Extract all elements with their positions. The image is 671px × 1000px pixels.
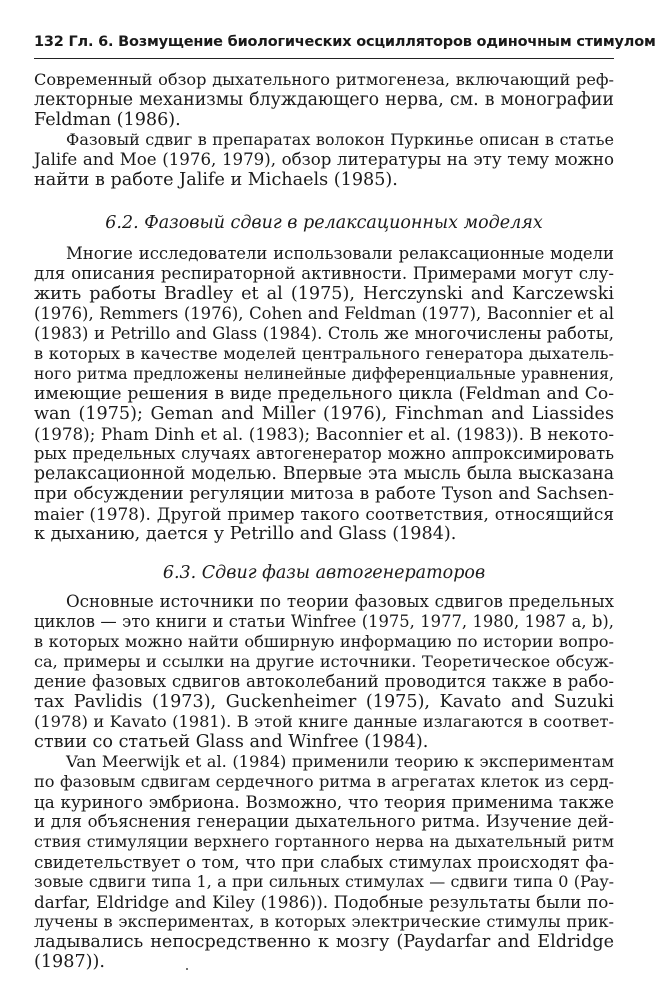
text-line: ладывались непосредственно к мозгу (Paydarfar and Eldridge — [34, 932, 614, 952]
section-6-3-text — [34, 592, 614, 972]
text-line: са, примеры и ссылки на другие источники. Теоретическое обсуж- — [34, 652, 614, 671]
section-heading-6-2: 6.2. Фазовый сдвиг в релаксационных моделях — [105, 213, 543, 233]
section-heading-6-3: 6.3. Сдвиг фазы автогенераторов — [162, 563, 486, 583]
text-line: maier (1978). Другой пример такого соответствия, относящийся — [34, 504, 614, 524]
header-rule — [34, 58, 614, 59]
text-line: найти в работе Jalife и Michaels (1985). — [34, 170, 398, 190]
text-line: рых предельных случаях автогенератор можно аппроксимировать — [34, 444, 614, 463]
text-line: ствии со статьей Glass and Winfree (1984). — [34, 732, 429, 752]
text-line: Многие исследователи использовали релаксационные модели — [66, 244, 614, 263]
text-line: и для объяснения генерации дыхательного ритма. Изучение дей- — [34, 812, 614, 831]
text-line: ца куриного эмбриона. Возможно, что теория применима также — [34, 792, 614, 812]
text-line: ствия стимуляции верхнего гортанного нерва на дыхательный ритм — [34, 832, 614, 851]
text-line: циклов — это книги и статьи Winfree (1975, 1977, 1980, 1987 a, b), — [34, 612, 614, 631]
text-line: лучены в экспериментах, в которых электрические стимулы прик- — [34, 912, 614, 931]
text-line: релаксационной моделью. Впервые эта мысль была высказана — [34, 464, 614, 484]
text-line: (1978) и Kavato (1981). В этой книге данные излагаются в соответ- — [34, 712, 614, 731]
text-line: имеющие решения в виде предельного цикла (Feldman and Co- — [34, 384, 614, 404]
intro-text — [34, 70, 614, 190]
text-line: лекторные механизмы блуждающего нерва, см. в монографии — [34, 90, 614, 110]
text-line: (1978); Pham Dinh et al. (1983); Baconnier et al. (1983)). В некото- — [34, 424, 614, 444]
text-line: Основные источники по теории фазовых сдвигов предельных — [66, 592, 614, 611]
text-line: в которых в качестве моделей центрального генератора дыхатель- — [34, 344, 614, 363]
text-line: тах Pavlidis (1973), Guckenheimer (1975), Kavato and Suzuki — [34, 692, 614, 712]
text-line: при обсуждении регуляции митоза в работе Tyson and Sachsen- — [34, 484, 614, 504]
text-line: в которых можно найти обширную информацию по истории вопро- — [34, 632, 614, 651]
text-line: ного ритма предложены нелинейные дифференциальные уравнения, — [34, 364, 614, 383]
text-line: wan (1975); Geman and Miller (1976), Finchman and Liassides — [34, 404, 614, 424]
text-line: (1976), Remmers (1976), Cohen and Feldman (1977), Baconnier et al — [34, 304, 614, 323]
text-line: Van Meerwijk et al. (1984) применили теорию к экспериментам — [66, 752, 614, 771]
text-line: дение фазовых сдвигов автоколебаний проводится также в рабо- — [34, 672, 614, 691]
text-line: для описания респираторной активности. Примерами могут слу- — [34, 264, 614, 283]
text-line: Современный обзор дыхательного ритмогенеза, включающий реф- — [34, 70, 614, 89]
text-line: (1987)). — [34, 952, 105, 972]
text-line: darfar, Eldridge and Kiley (1986)). Подобные результаты были по- — [34, 892, 614, 912]
text-line: к дыханию, дается у Petrillo and Glass (1984). — [34, 524, 457, 544]
page-speck — [186, 968, 188, 970]
text-line: по фазовым сдвигам сердечного ритма в агрегатах клеток из серд- — [34, 772, 614, 791]
text-line: свидетельствует о том, что при слабых стимулах происходят фа- — [34, 852, 614, 872]
text-line: Jalife and Moe (1976, 1979), обзор литературы на эту тему можно — [34, 150, 614, 169]
text-line: жить работы Bradley et al (1975), Herczynski and Karczewski — [34, 284, 614, 304]
text-line: Фазовый сдвиг в препаратах волокон Пуркинье описан в статье — [66, 130, 614, 149]
running-header: 132 Гл. 6. Возмущение биологических осцилляторов одиночным стимулом — [34, 34, 656, 50]
text-line: (1983) и Petrillo and Glass (1984). Столь же многочислены работы, — [34, 324, 614, 343]
text-line: Feldman (1986). — [34, 110, 181, 130]
section-6-2-text — [34, 244, 614, 544]
text-line: зовые сдвиги типа 1, а при сильных стимулах — сдвиги типа 0 (Pay- — [34, 872, 614, 891]
